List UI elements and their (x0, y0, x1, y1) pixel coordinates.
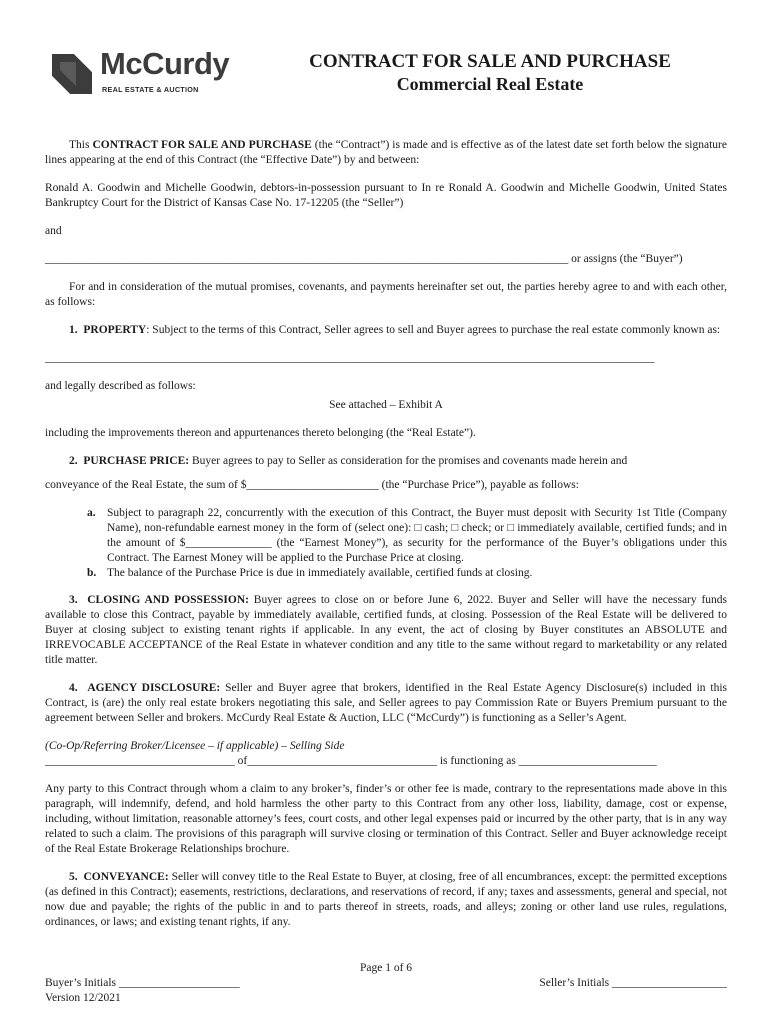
list-item-text: The balance of the Purchase Price is due in immediately available, certified funds at closing. (107, 567, 533, 579)
intro-paragraph (45, 138, 727, 168)
document-title (260, 50, 720, 96)
coop-broker-line: _________________________________ of_________________________________ is functioning as ________________________ (45, 755, 657, 767)
indemnity-paragraph: Any party to this Contract through whom a claim to any broker’s, finder’s or other fee is made, contrary to the representations made above in this paragraph, will indemnify, defend, and hold harmless the other party to this Contract from any other loss, liability, damage, cost or expense, including, without limitation, reasonable attorney’s fees, court costs, and other legal expenses paid or incurred by the other party, that is in any way related to such a claim. The provisions of this paragraph will survive closing or termination of this Contract. Seller and Buyer acknowledge receipt of the Real Estate Brokerage Relationships brochure. (45, 783, 727, 855)
intro-text-c: (the “Contract”) is made and is effective as of the latest date set forth below the signature lines appearing at the end of this Contract (the “Effective Date”) by and between: (45, 139, 727, 166)
legal-description-label: and legally described as follows: (45, 380, 196, 392)
section-4-agency (45, 681, 727, 726)
logo-tagline: REAL ESTATE & AUCTION (102, 85, 199, 94)
section-1-number: 1. (69, 324, 78, 336)
section-4-text: Seller and Buyer agree that brokers, identified in the Real Estate Agency Disclosure(s) included in this Contract, is (are) the only real estate brokers negotiating this sale, and Seller agrees to pay Commission Rate or Buyers Premium pursuant to the agreement between Seller and brokers. McCurdy Real Estate & Auction, LLC (“McCurdy”) is functioning as a Seller’s Agent. (45, 682, 728, 724)
consideration-paragraph: For and in consideration of the mutual promises, covenants, and payments hereinafter set out, the parties hereby agree to and with each other, as follows: (45, 281, 727, 308)
section-1-text: : Subject to the terms of this Contract, Seller agrees to sell and Buyer agrees to purchase the real estate commonly known as: (146, 324, 721, 336)
section-3-closing (45, 593, 727, 668)
section-5-number: 5. (69, 871, 78, 883)
section-3-number: 3. (69, 594, 78, 606)
buyer-initials: Buyer’s Initials _____________________ (45, 977, 240, 989)
page-number: Page 1 of 6 (359, 962, 413, 974)
coop-broker-label: (Co-Op/Referring Broker/Licensee – if applicable) – Selling Side (45, 740, 345, 752)
intro-contract-name: CONTRACT FOR SALE AND PURCHASE (92, 139, 312, 151)
section-4-heading: AGENCY DISCLOSURE: (87, 682, 221, 694)
logo-name: McCurdy (100, 46, 230, 81)
list-item (45, 506, 727, 566)
section-1-property (45, 323, 727, 338)
section-1-heading: PROPERTY (83, 324, 147, 336)
section-2-text: Buyer agrees to pay to Seller as consideration for the promises and covenants made herein and (189, 455, 628, 467)
payment-terms-list (45, 506, 727, 581)
mccurdy-logo-mark-icon (52, 54, 92, 94)
list-item-text: Subject to paragraph 22, concurrently with the execution of this Contract, the Buyer must deposit with Security 1st Title (Company Name), non-refundable earnest money in the form of (select one): □ cash; □ check; or □ immediately available, certified funds; and in the amount of $_______________ (the “Earnest Money”), as security for the performance of the Buyer’s obligations under this Contract. The Earnest Money will be applied to the Purchase Price at closing. (107, 507, 727, 564)
list-item (45, 566, 727, 581)
section-4-number: 4. (69, 682, 78, 694)
property-address-blank: __________________________________________________________________________________________________________ (45, 352, 655, 364)
section-5-text: Seller will convey title to the Real Estate to Buyer, at closing, free of all encumbrances, except: the permitted exceptions (as defined in this Contract); easements, restrictions, declarations, and reservations of record, if any; taxes and assessments, general and special, not now due and payable; the rights of the public in and to parts thereof in streets, roads, and alleys; zoning or other land use rules, regulations, ordinances, or laws; and existing tenant rights, if any. (45, 871, 727, 928)
buyer-line: ___________________________________________________________________________________________ or assigns (the “Buyer”) (45, 253, 683, 265)
page-footer (45, 961, 727, 1006)
section-2-number: 2. (69, 455, 78, 467)
section-5-conveyance (45, 870, 727, 930)
contract-body (45, 138, 727, 943)
title-subtitle: Commercial Real Estate (396, 74, 584, 94)
purchase-price-line: conveyance of the Real Estate, the sum of $_______________________ (the “Purchase Price”), payable as follows: (45, 479, 579, 491)
coop-broker-block (45, 739, 727, 769)
section-2-purchase-price (45, 454, 727, 469)
title-main: CONTRACT FOR SALE AND PURCHASE (309, 51, 671, 72)
section-3-text: Buyer agrees to close on or before June 6, 2022. Buyer and Seller will have the necessary funds available to close this Contract, payable by immediately available, certified funds, at closing. Possession of the Real Estate will be delivered to Buyer at closing subject to existing tenant rights if applicable. In any event, the act of closing by Buyer constitutes an ABSOLUTE and IRREVOCABLE ACCEPTANCE of the Real Estate in whatever condition and any title to the same without regard to marketability or any related title matter. (45, 594, 727, 666)
and-text: and (45, 225, 62, 237)
version-label: Version 12/2021 (45, 992, 121, 1004)
list-item-label: b. (87, 567, 97, 579)
intro-text-a: This (69, 139, 93, 151)
section-2-heading: PURCHASE PRICE: (83, 455, 190, 467)
including-text: including the improvements thereon and appurtenances thereto belonging (the “Real Estate”). (45, 427, 476, 439)
initials-row (45, 976, 727, 991)
section-5-heading: CONVEYANCE: (83, 871, 169, 883)
list-item-label: a. (87, 507, 96, 519)
seller-initials: Seller’s Initials ____________________ (539, 977, 727, 989)
exhibit-reference: See attached – Exhibit A (329, 399, 443, 411)
mccurdy-logo (52, 46, 252, 96)
section-3-heading: CLOSING AND POSSESSION: (87, 594, 249, 606)
seller-paragraph: Ronald A. Goodwin and Michelle Goodwin, debtors-in-possession pursuant to In re Ronald A. Goodwin and Michelle Goodwin, United States Bankruptcy Court for the District of Kansas Case No. 17-12205 (the “Seller”) (45, 182, 727, 209)
